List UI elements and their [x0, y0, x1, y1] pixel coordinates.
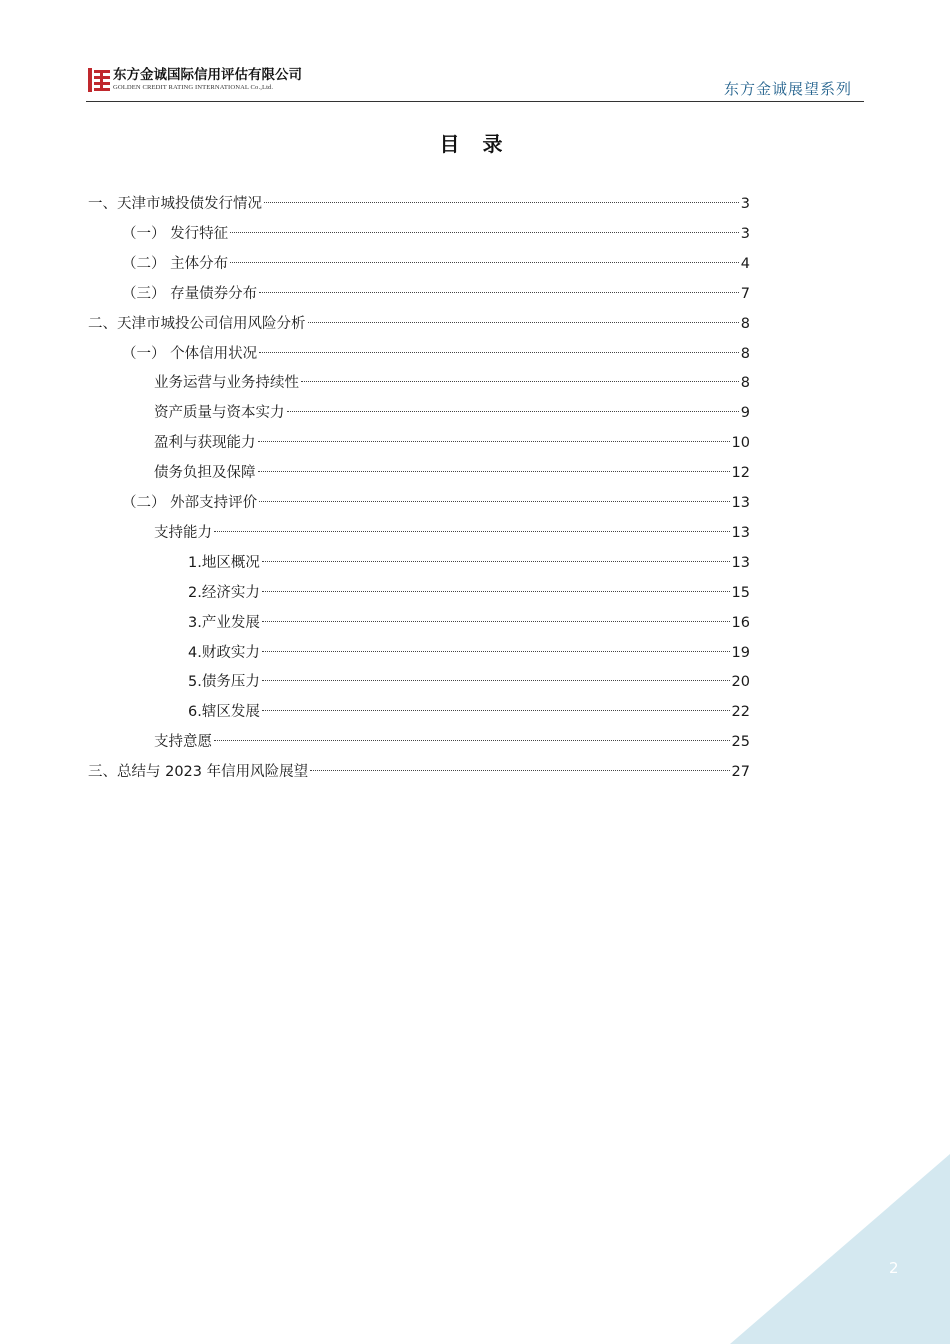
toc-entry-label: 资产质量与资本实力: [154, 405, 285, 422]
toc-leader-dots: [262, 561, 730, 562]
toc-leader-dots: [262, 710, 730, 711]
toc-leader-dots: [262, 591, 730, 592]
toc-entry[interactable]: [88, 581, 750, 605]
toc-entry-page: 7: [740, 285, 750, 302]
toc-entry-page: 9: [740, 405, 750, 422]
toc-leader-dots: [258, 471, 730, 472]
toc-entry-page: 12: [731, 465, 750, 482]
toc-entry-page: 27: [731, 764, 750, 781]
toc-entry[interactable]: [88, 371, 750, 395]
toc-entry-page: 13: [731, 495, 750, 511]
toc-entry[interactable]: [88, 700, 750, 724]
toc-entry[interactable]: [88, 551, 750, 575]
toc-entry-label: 业务运营与业务持续性: [154, 375, 299, 392]
toc-entry-label: （二） 主体分布: [122, 255, 229, 272]
toc-entry-label: （一） 个体信用状况: [122, 345, 258, 362]
toc-entry-label: 6.辖区发展: [188, 704, 260, 721]
toc-entry[interactable]: [88, 282, 750, 306]
toc-leader-dots: [230, 262, 739, 263]
toc-leader-dots: [310, 770, 729, 771]
toc-entry[interactable]: [88, 252, 750, 276]
toc-entry-label: 3.产业发展: [188, 614, 260, 631]
toc-leader-dots: [214, 740, 730, 741]
toc-entry-page: 25: [731, 734, 750, 751]
toc-entry[interactable]: [88, 312, 750, 336]
toc-leader-dots: [264, 202, 739, 203]
toc-entry[interactable]: [88, 641, 750, 665]
toc-leader-dots: [262, 680, 730, 681]
toc-leader-dots: [259, 292, 739, 293]
toc-entry-page: 16: [731, 614, 750, 631]
toc-entry-label: （一） 发行特征: [122, 225, 229, 242]
toc-leader-dots: [258, 441, 730, 442]
toc-leader-dots: [230, 232, 739, 233]
toc-entry-label: 支持能力: [154, 524, 212, 541]
toc-entry-page: 4: [740, 255, 750, 272]
toc-entry-label: 1.地区概况: [188, 554, 260, 571]
toc-leader-dots: [301, 381, 739, 382]
toc-entry-page: 19: [731, 644, 750, 661]
toc-leader-dots: [262, 621, 730, 622]
toc-entry-page: 8: [740, 345, 750, 362]
toc-entry-page: 10: [731, 435, 750, 452]
toc-entry-page: 22: [731, 704, 750, 721]
toc-entry-label: 2.经济实力: [188, 584, 260, 601]
toc-entry-page: 20: [731, 674, 750, 691]
company-name-cn: 东方金诚国际信用评估有限公司: [113, 67, 302, 83]
toc-entry[interactable]: [88, 192, 750, 216]
toc-entry-page: 8: [740, 375, 750, 392]
toc-entry[interactable]: [88, 611, 750, 635]
toc-entry[interactable]: [88, 670, 750, 694]
toc-entry-label: 盈利与获现能力: [154, 435, 256, 452]
toc-leader-dots: [259, 501, 729, 502]
toc-entry-page: 15: [731, 584, 750, 601]
toc-entry-page: 3: [740, 196, 750, 212]
page-header: [86, 66, 864, 102]
company-name-en: GOLDEN CREDIT RATING INTERNATIONAL Co.,Ltd.: [113, 84, 274, 91]
toc-entry[interactable]: [88, 342, 750, 366]
toc-entry[interactable]: [88, 730, 750, 754]
toc-entry[interactable]: [88, 760, 750, 784]
toc-entry[interactable]: [88, 461, 750, 485]
toc-entry-label: 4.财政实力: [188, 644, 260, 661]
toc-entry-label: 三、总结与 2023 年信用风险展望: [88, 764, 309, 781]
toc-leader-dots: [214, 531, 730, 532]
toc-entry-label: 二、天津市城投公司信用风险分析: [88, 315, 306, 332]
page-number: 2: [889, 1259, 899, 1277]
toc-entry-page: 13: [731, 554, 750, 571]
toc-leader-dots: [308, 322, 739, 323]
toc-entry[interactable]: [88, 222, 750, 246]
toc-entry-label: 支持意愿: [154, 734, 212, 751]
toc-leader-dots: [262, 651, 730, 652]
toc-entry[interactable]: [88, 491, 750, 515]
toc-entry-label: 一、天津市城投债发行情况: [88, 196, 262, 212]
toc-entry-page: 3: [740, 225, 750, 242]
toc-entry-page: 13: [731, 524, 750, 541]
toc-leader-dots: [259, 352, 739, 353]
toc-title: 目 录: [439, 132, 511, 156]
toc-entry[interactable]: [88, 431, 750, 455]
company-logo: [88, 68, 302, 92]
toc-entry[interactable]: [88, 401, 750, 425]
toc-entry-page: 8: [740, 315, 750, 332]
logo-icon: [88, 68, 110, 92]
toc-entry-label: （二） 外部支持评价: [122, 495, 258, 511]
toc-leader-dots: [287, 411, 739, 412]
toc-entry-label: （三） 存量债券分布: [122, 285, 258, 302]
corner-decoration: [730, 1154, 950, 1344]
toc-entry[interactable]: [88, 521, 750, 545]
toc-entry-label: 5.债务压力: [188, 674, 260, 691]
series-title: 东方金诚展望系列: [723, 80, 852, 98]
toc-entry-label: 债务负担及保障: [154, 465, 256, 482]
header-divider: [86, 101, 864, 102]
